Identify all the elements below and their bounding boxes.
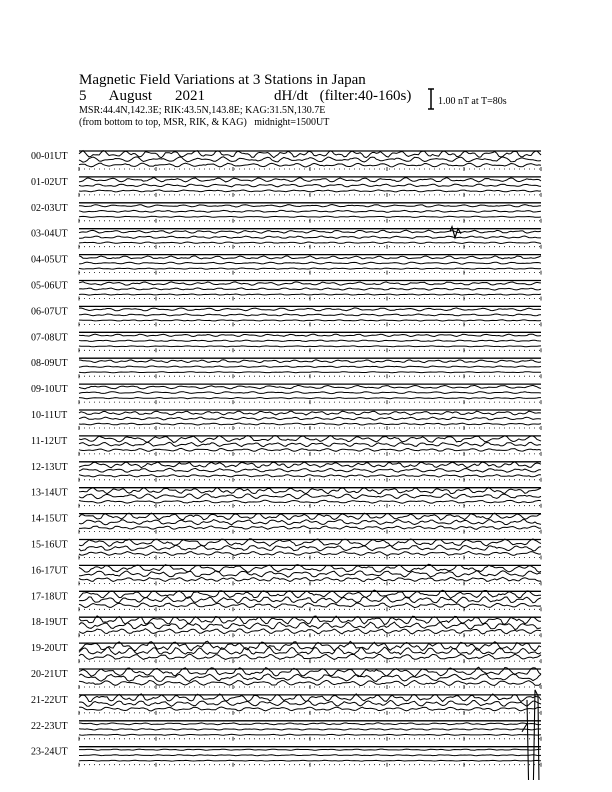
hour-label: 18-19UT xyxy=(31,617,68,629)
trace-rik xyxy=(79,157,541,162)
trace-rik xyxy=(79,417,541,420)
trace-kag xyxy=(79,487,541,493)
trace-rik xyxy=(79,288,541,290)
trace-rik xyxy=(79,236,541,238)
hour-label: 15-16UT xyxy=(31,539,68,551)
trace-kag xyxy=(79,385,541,389)
trace-kag xyxy=(79,256,541,259)
hour-label: 13-14UT xyxy=(31,487,68,499)
trace-msr xyxy=(79,551,541,555)
trace-msr xyxy=(79,577,541,581)
trace-msr xyxy=(79,500,541,503)
trace-kag xyxy=(79,723,541,725)
trace-rik xyxy=(79,571,541,578)
hour-label: 04-05UT xyxy=(31,254,68,266)
trace-msr xyxy=(79,760,541,761)
hour-label: 19-20UT xyxy=(31,643,68,655)
scale-label: 1.00 nT at T=80s xyxy=(438,96,507,107)
trace-kag xyxy=(79,308,541,311)
hour-label: 14-15UT xyxy=(31,513,68,525)
trace-msr xyxy=(79,475,541,477)
trace-msr xyxy=(79,707,541,711)
trace-kag xyxy=(79,230,541,233)
trace-kag xyxy=(79,462,541,468)
trace-msr xyxy=(79,294,541,295)
trace-msr xyxy=(79,268,541,269)
hour-label: 05-06UT xyxy=(31,280,68,292)
trace-kag xyxy=(79,360,541,363)
hour-label: 10-11UT xyxy=(31,410,68,421)
trace-rik xyxy=(79,700,541,706)
excursion-lead xyxy=(522,724,527,732)
hour-label: 07-08UT xyxy=(31,332,68,344)
trace-kag xyxy=(79,334,541,336)
station-order-note: (from bottom to top, MSR, RIK, & KAG) midnight=1500UT xyxy=(79,117,330,128)
trace-rik xyxy=(79,392,541,394)
trace-msr xyxy=(79,680,541,685)
trace-msr xyxy=(79,654,541,659)
trace-msr xyxy=(79,423,541,425)
hour-label: 22-23UT xyxy=(31,720,68,732)
hour-label: 23-24UT xyxy=(31,746,68,758)
trace-kag xyxy=(79,151,541,158)
trace-rik xyxy=(79,314,541,316)
trace-msr xyxy=(79,526,541,529)
scale-bar xyxy=(427,88,435,110)
trace-rik xyxy=(79,520,541,525)
trace-rik xyxy=(79,262,541,264)
hour-label: 09-10UT xyxy=(31,384,68,396)
trace-msr xyxy=(79,163,541,167)
trace-rik xyxy=(79,366,541,367)
hour-label: 08-09UT xyxy=(31,358,68,370)
station-coordinates: MSR:44.4N,142.3E; RIK:43.5N,143.8E; KAG:31.5N,130.7E xyxy=(79,105,326,116)
trace-msr xyxy=(79,216,541,217)
chart-subtitle: 5 August 2021 dH/dt (filter:40-160s) xyxy=(79,88,412,104)
chart-title: Magnetic Field Variations at 3 Stations in Japan xyxy=(79,72,366,88)
hour-label: 00-01UT xyxy=(31,151,68,162)
hour-label: 02-03UT xyxy=(31,202,68,214)
hour-label: 16-17UT xyxy=(31,565,68,577)
trace-msr xyxy=(79,448,541,451)
trace-msr xyxy=(79,242,541,244)
trace-rik xyxy=(79,210,541,212)
hour-label: 01-02UT xyxy=(31,176,68,188)
hour-label: 17-18UT xyxy=(31,591,68,603)
trace-rik xyxy=(79,494,541,499)
trace-kag xyxy=(79,749,541,750)
trace-rik xyxy=(79,442,541,446)
trace-rik xyxy=(79,468,541,472)
hour-label: 20-21UT xyxy=(31,669,68,680)
trace-msr xyxy=(79,629,541,634)
trace-rik xyxy=(79,755,541,756)
trace-rik xyxy=(79,729,541,730)
trace-kag xyxy=(79,282,541,285)
hour-label: 11-12UT xyxy=(31,435,68,447)
trace-msr xyxy=(79,398,541,399)
trace-rik xyxy=(79,545,541,551)
trace-rik xyxy=(79,184,541,187)
trace-msr xyxy=(79,372,541,373)
hour-label: 06-07UT xyxy=(31,306,68,318)
trace-kag xyxy=(79,205,541,208)
trace-kag xyxy=(79,178,541,182)
trace-msr xyxy=(79,320,541,321)
trace-msr xyxy=(79,346,541,347)
hour-label: 12-13UT xyxy=(31,461,68,473)
magnetogram-plot xyxy=(0,140,612,780)
trace-msr xyxy=(79,603,541,608)
trace-rik xyxy=(79,597,541,604)
trace-rik xyxy=(79,340,541,342)
trace-msr xyxy=(79,190,541,192)
hour-label: 03-04UT xyxy=(31,228,68,240)
trace-msr xyxy=(79,734,541,735)
trace-kag xyxy=(79,411,541,415)
hour-label: 21-22UT xyxy=(31,694,68,706)
